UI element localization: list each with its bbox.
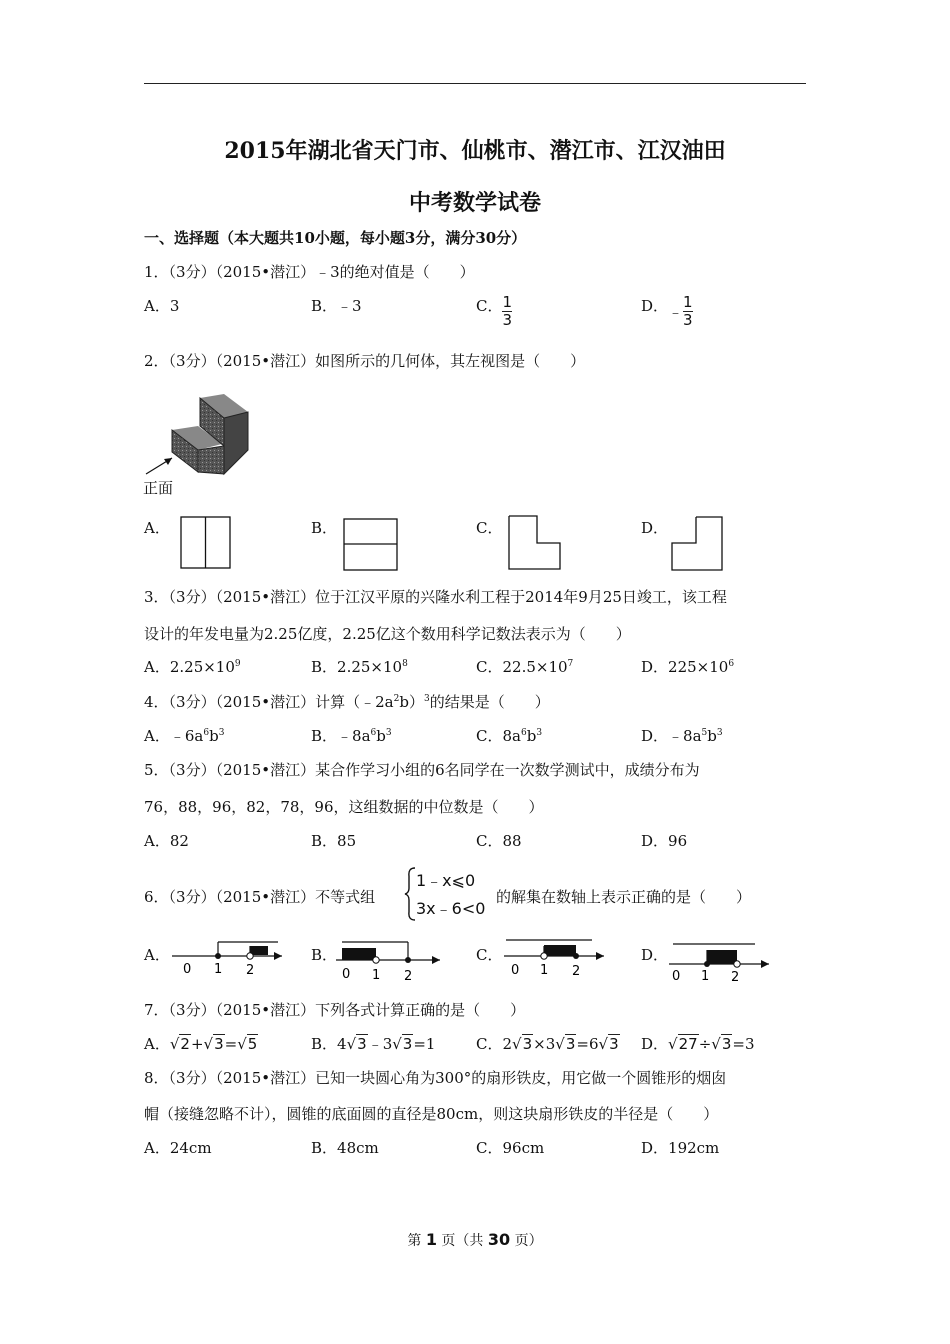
fraction: $\frac{1}{3}$ bbox=[683, 293, 693, 329]
tick-0: 0 bbox=[183, 962, 192, 977]
q5-option-b: B．85 bbox=[311, 832, 357, 850]
front-label: 正面 bbox=[143, 479, 174, 497]
system-brace bbox=[404, 866, 416, 922]
q4-option-c: C．$8a^6b^3$ bbox=[476, 727, 543, 745]
tick-0: 0 bbox=[672, 969, 681, 982]
page-footer: 第 1 页（共 30 页） bbox=[407, 1230, 543, 1249]
page-total: 30 bbox=[487, 1230, 511, 1249]
q1-option-b: B．﹣3 bbox=[311, 297, 362, 315]
q3-option-d: D．$225\times 10^6$ bbox=[641, 658, 735, 676]
question-5-stem-line2: 76，88，96，82，78，96，这组数据的中位数是（ ） bbox=[144, 798, 544, 816]
q8-option-d: D．192cm bbox=[641, 1139, 720, 1157]
q6-option-c: C． bbox=[476, 946, 503, 964]
q6-option-a: A． bbox=[144, 946, 170, 964]
tick-1: 1 bbox=[701, 969, 710, 982]
q1-option-c: C．$\frac{1}{3}$ bbox=[476, 293, 513, 329]
q3-option-a: A．$2.25\times 10^9$ bbox=[144, 658, 241, 676]
question-6-stem-pre: 6．（3分）（2015•潜江）不等式组 bbox=[144, 888, 376, 906]
q3-option-c: C．$22.5\times 10^7$ bbox=[476, 658, 574, 676]
question-3-stem-line1: 3．（3分）（2015•潜江）位于江汉平原的兴隆水利工程于2014年9月25日竣工，该工程 bbox=[144, 588, 727, 606]
q2-a-view bbox=[180, 516, 232, 570]
q2-d-view bbox=[671, 516, 725, 572]
q5-option-a: A．82 bbox=[144, 832, 189, 850]
q6-option-d: D． bbox=[641, 946, 669, 964]
tick-0: 0 bbox=[511, 963, 520, 978]
tick-1: 1 bbox=[372, 968, 381, 983]
q7-option-a: A．√2+√3=√5 bbox=[144, 1035, 258, 1053]
q2-b-view bbox=[343, 518, 399, 572]
question-8-stem-line2: 帽（接缝忽略不计），圆锥的底面圆的直径是80cm，则这块扇形铁皮的半径是（ ） bbox=[144, 1105, 719, 1123]
q6-d-number-line bbox=[667, 938, 773, 982]
tick-1: 1 bbox=[540, 963, 549, 978]
q6-c-number-line bbox=[502, 936, 608, 980]
q7-option-d: D．√27÷√3=3 bbox=[641, 1035, 755, 1053]
q6-a-number-line bbox=[170, 938, 286, 978]
question-8-stem-line1: 8．（3分）（2015•潜江）已知一块圆心角为300°的扇形铁皮，用它做一个圆锥形的烟囱 bbox=[144, 1069, 727, 1087]
question-1-stem: 1．（3分）（2015•潜江）﹣3的绝对值是（ ） bbox=[144, 263, 475, 281]
inequality-2: 3x﹣6<0 bbox=[416, 899, 486, 918]
q2-option-b: B． bbox=[311, 519, 338, 537]
question-3-stem-line2: 设计的年发电量为2.25亿度，2.25亿这个数用科学记数法表示为（ ） bbox=[144, 625, 631, 643]
question-2-stem: 2．（3分）（2015•潜江）如图所示的几何体，其左视图是（ ） bbox=[144, 352, 586, 370]
q2-c-view bbox=[508, 515, 562, 571]
q2-option-a: A． bbox=[144, 519, 170, 537]
tick-1: 1 bbox=[214, 962, 223, 977]
q2-option-d: D． bbox=[641, 519, 669, 537]
question-7-stem: 7．（3分）（2015•潜江）下列各式计算正确的是（ ） bbox=[144, 1001, 526, 1019]
inequality-1: 1﹣x⩽0 bbox=[416, 871, 476, 890]
q8-option-b: B．48cm bbox=[311, 1139, 379, 1157]
tick-2: 2 bbox=[731, 970, 740, 982]
q1-option-a: A．3 bbox=[144, 297, 180, 315]
q5-option-c: C．88 bbox=[476, 832, 522, 850]
question-4-stem: 4．（3分）（2015•潜江）计算$(﹣2a^2b)^3$的结果是（ ） bbox=[144, 693, 550, 711]
q7-option-c: C．2√3×3√3=6√3 bbox=[476, 1035, 619, 1053]
q5-option-d: D．96 bbox=[641, 832, 688, 850]
section-heading: 一、选择题（本大题共10小题，每小题3分，满分30分） bbox=[144, 229, 527, 247]
q8-option-c: C．96cm bbox=[476, 1139, 545, 1157]
exam-title-line1: 2015年湖北省天门市、仙桃市、潜江市、江汉油田 bbox=[224, 138, 726, 164]
page-number: 1 bbox=[425, 1230, 437, 1249]
exam-title-line2: 中考数学试卷 bbox=[408, 190, 541, 216]
tick-2: 2 bbox=[572, 964, 581, 979]
q1-option-d: D．$﹣\frac{1}{3}$ bbox=[641, 293, 693, 329]
q4-option-b: B．$﹣8a^6b^3$ bbox=[311, 727, 392, 745]
question-5-stem-line1: 5．（3分）（2015•潜江）某合作学习小组的6名同学在一次数学测试中，成绩分布为 bbox=[144, 761, 700, 779]
q8-option-a: A．24cm bbox=[144, 1139, 212, 1157]
tick-2: 2 bbox=[404, 969, 413, 984]
question-6-stem-post: 的解集在数轴上表示正确的是（ ） bbox=[496, 888, 752, 906]
q7-option-b: B．4√3﹣3√3=1 bbox=[311, 1035, 436, 1053]
tick-2: 2 bbox=[246, 963, 255, 978]
q4-option-a: A．$﹣6a^6b^3$ bbox=[144, 727, 225, 745]
q6-option-b: B． bbox=[311, 946, 338, 964]
fraction: $\frac{1}{3}$ bbox=[502, 293, 513, 329]
tick-0: 0 bbox=[342, 967, 351, 982]
q6-b-number-line bbox=[334, 938, 444, 986]
q2-option-c: C． bbox=[476, 519, 503, 537]
header-rule bbox=[144, 83, 806, 84]
q3-option-b: B．$2.25\times 10^8$ bbox=[311, 658, 408, 676]
q4-option-d: D．$﹣8a^5b^3$ bbox=[641, 727, 723, 745]
